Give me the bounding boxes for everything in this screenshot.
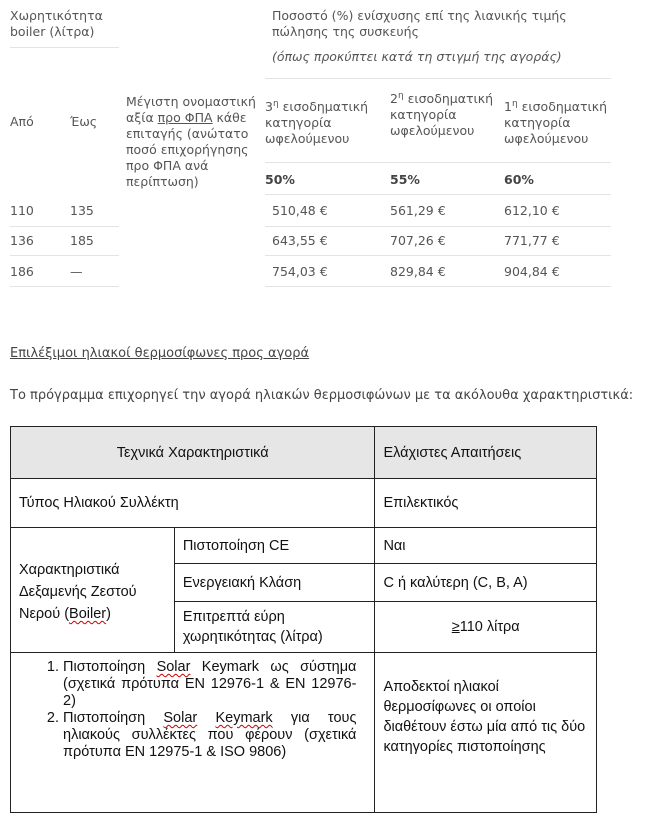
to-label: Έως xyxy=(70,114,98,129)
row-divider xyxy=(265,255,611,256)
row-value-cat2: 561,29 € xyxy=(390,203,446,218)
section-title: Επιλέξιμοι ηλιακοί θερμοσίφωνες προς αγορά xyxy=(10,346,310,361)
row-from: 110 xyxy=(10,203,34,218)
ce-value: Ναι xyxy=(375,528,597,564)
category-2-header: $2^\eta$ εισοδηματική κατηγορία ωφελούμενου xyxy=(390,91,494,139)
category-3-pct: 50% xyxy=(265,172,295,187)
row-from: 186 xyxy=(10,264,34,279)
certification-value: Αποδεκτοί ηλιακοί θερμοσίφωνες οι οποίοι διαθέτουν έστω μία από τις δύο κατηγορίες πιστοποίησης xyxy=(375,653,597,813)
header-requirements: Ελάχιστες Απαιτήσεις xyxy=(375,427,597,479)
energy-class-label: Ενεργειακή Κλάση xyxy=(174,564,375,602)
table-header-row xyxy=(11,427,597,479)
row-value-cat3: 510,48 € xyxy=(272,203,328,218)
category-3-header: $3^\eta$ εισοδηματική κατηγορία ωφελούμενου xyxy=(265,99,369,147)
row-value-cat1: 771,77 € xyxy=(504,233,560,248)
row-divider xyxy=(265,226,611,227)
requirements-table xyxy=(10,426,597,813)
max-value-description xyxy=(126,94,256,190)
table-row xyxy=(11,479,597,528)
category-2-pct: 55% xyxy=(390,172,420,187)
table-row xyxy=(11,528,597,564)
row-divider xyxy=(10,255,119,256)
row-divider xyxy=(10,286,119,287)
percent-note: (όπως προκύπτει κατά τη στιγμή της αγοράς) xyxy=(272,49,562,64)
row-value-cat1: 904,84 € xyxy=(504,264,560,279)
header-divider xyxy=(265,162,611,163)
row-divider xyxy=(265,286,611,287)
ce-label: Πιστοποίηση CE xyxy=(174,528,375,564)
row-value-cat2: 829,84 € xyxy=(390,264,446,279)
category-1-pct: 60% xyxy=(504,172,534,187)
category-1-header: $1^\eta$ εισοδηματική κατηγορία ωφελούμενου xyxy=(504,99,608,147)
row-to: 185 xyxy=(70,233,94,248)
row-value-cat3: 643,55 € xyxy=(272,233,328,248)
header-divider xyxy=(265,194,611,195)
row-from: 136 xyxy=(10,233,34,248)
capacity-value: ≥110 λίτρα xyxy=(375,602,597,653)
list-item: 1. Πιστοποίηση Solar Keymark ως σύστημα (σχετικά πρότυπα EN 12976-1 & EN 12976-2) xyxy=(63,659,356,710)
row-to: 135 xyxy=(70,203,94,218)
row-value-cat2: 707,26 € xyxy=(390,233,446,248)
header-technical: Τεχνικά Χαρακτηριστικά xyxy=(11,427,375,479)
header-divider xyxy=(10,47,119,48)
list-item: 2. Πιστοποίηση Solar Keymark για τους ηλιακούς συλλέκτες που φέρουν (σχετικά πρότυπα EN 12975-1 & ISO 9806) xyxy=(63,710,356,761)
header-divider xyxy=(265,78,611,79)
certification-list xyxy=(11,653,375,813)
from-label: Από xyxy=(10,114,34,129)
intro-text: Το πρόγραμμα επιχορηγεί την αγορά ηλιακών θερμοσιφώνων με τα ακόλουθα χαρακτηριστικά: xyxy=(10,388,634,403)
max-value-text: κάθε επιταγής (ανώτατο ποσό επιχορήγησης προ ΦΠΑ ανά περίπτωση) xyxy=(126,110,249,189)
table-row xyxy=(11,653,597,813)
pre-vat-link[interactable]: προ ΦΠΑ xyxy=(157,110,213,125)
row-divider xyxy=(10,226,119,227)
capacity-header: Χωρητικότητα boiler (λίτρα) xyxy=(10,8,103,39)
collector-type-value: Επιλεκτικός xyxy=(375,479,597,528)
row-value-cat3: 754,03 € xyxy=(272,264,328,279)
row-value-cat1: 612,10 € xyxy=(504,203,560,218)
max-value-text: Μέγιστη ονομαστική αξία xyxy=(126,94,256,125)
collector-type-label: Τύπος Ηλιακού Συλλέκτη xyxy=(11,479,375,528)
capacity-label: Επιτρεπτά εύρη χωρητικότητας (λίτρα) xyxy=(174,602,375,653)
energy-class-value: C ή καλύτερη (C, B, A) xyxy=(375,564,597,602)
percent-header: Ποσοστό (%) ενίσχυσης επί της λιανικής τιμής πώλησης της συσκευής xyxy=(272,8,567,39)
tank-label: Χαρακτηριστικά Δεξαμενής Ζεστού Νερού (Boiler) xyxy=(11,528,175,653)
row-to: — xyxy=(70,264,83,279)
